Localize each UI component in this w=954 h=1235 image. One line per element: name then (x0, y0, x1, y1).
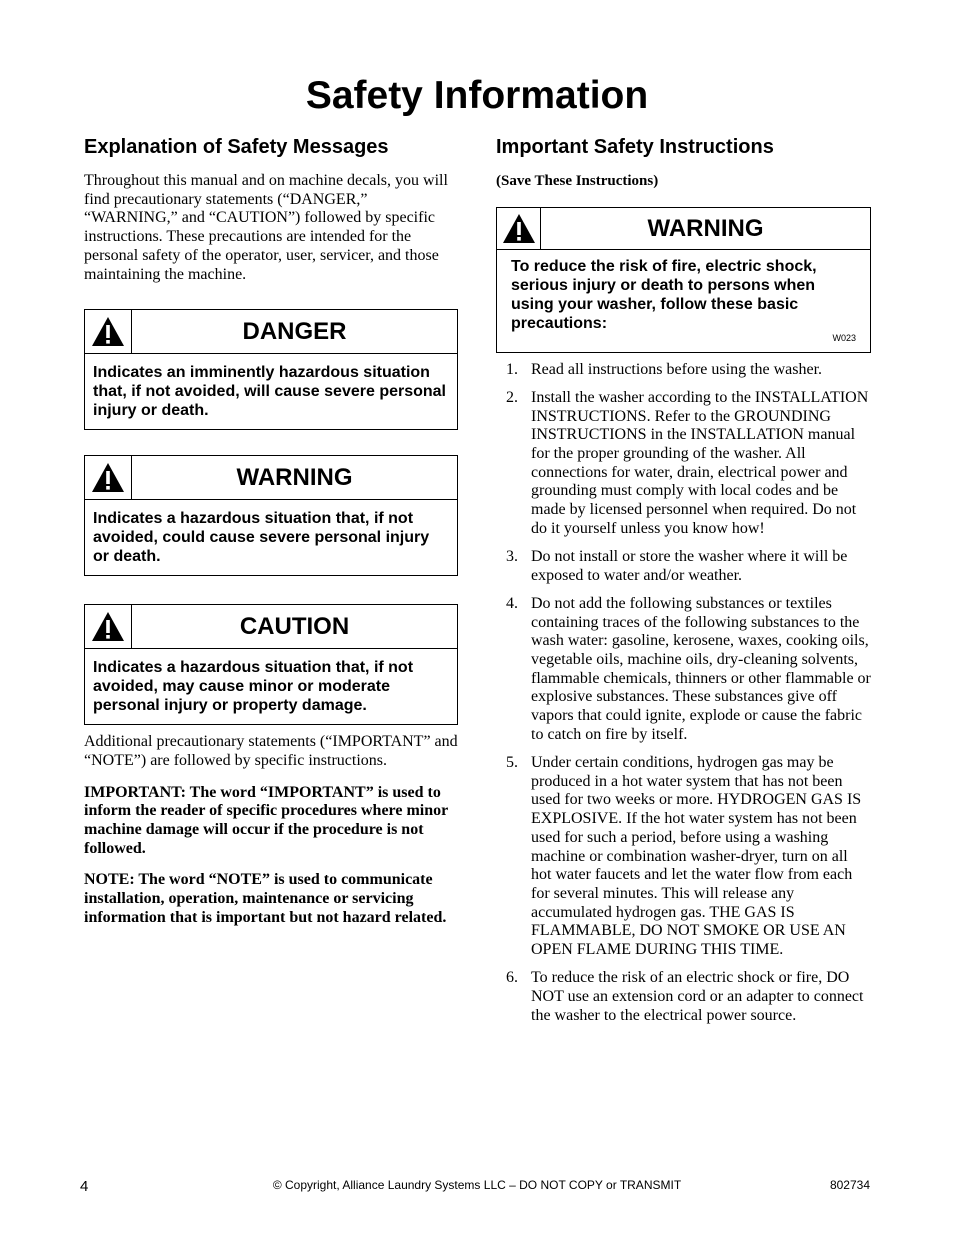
instructions-warning-body (497, 250, 870, 352)
warning-triangle-icon (85, 310, 132, 353)
warning-triangle-icon (85, 456, 132, 499)
save-instructions: (Save These Instructions) (496, 173, 659, 189)
page-title: Safety Information (305, 74, 649, 117)
caution-box-header (85, 605, 457, 649)
right-column (496, 134, 871, 1035)
additional-paragraph: Additional precautionary statements (“IMPORTANT” and “NOTE”) are followed by specific instructions. (84, 733, 458, 769)
warning-text: Indicates a hazardous situation that, if not avoided, could cause severe personal injury or death. (93, 510, 430, 566)
danger-title: DANGER (242, 318, 347, 346)
warning-triangle-icon (497, 208, 541, 249)
list-item: 5. Under certain conditions, hydrogen gas may be produced in a hot water system that has not been used for two weeks or more. HYDROGEN GAS IS EXPLOSIVE. If the hot water system has not been used for such a period, before using a washing machine or combination washer-dryer, turn on all hot water faucets and let the water flow from each for several minutes. This will release any accumulated hydrogen gas. THE GAS IS FLAMMABLE, DO NOT SMOKE OR USE AN OPEN FLAME DURING THIS TIME. (506, 754, 862, 959)
note-paragraph: NOTE: The word “NOTE” is used to communicate installation, operation, maintenance or servicing information that is important but not hazard related. (84, 871, 447, 926)
caution-box (84, 604, 458, 725)
danger-text: Indicates an imminently hazardous situation that, if not avoided, will cause severe personal injury or death. (93, 364, 446, 420)
list-item: 2. Install the washer according to the INSTALLATION INSTRUCTIONS. Refer to the GROUNDING INSTRUCTIONS in the INSTALLATION manual for the proper grounding of the washer. All connections for water, drain, electrical power and grounding must comply with local codes and be made by licensed personnel when required. Do not do it yourself unless you know how! (506, 388, 869, 537)
instructions-warning-header (497, 208, 870, 250)
safety-instructions-list (496, 361, 871, 1026)
instructions-warning-box (496, 207, 871, 353)
copyright-notice: © Copyright, Alliance Laundry Systems LLC – DO NOT COPY or TRANSMIT (272, 1178, 682, 1192)
left-column (84, 134, 458, 928)
list-item: 1. Read all instructions before using the washer. (506, 360, 823, 378)
explanation-heading: Explanation of Safety Messages (84, 136, 389, 158)
document-number: 802734 (829, 1178, 870, 1192)
caution-text: Indicates a hazardous situation that, if not avoided, may cause minor or moderate personal injury or property damage. (93, 659, 414, 715)
list-item: 3. Do not install or store the washer where it will be exposed to water and/or weather. (506, 548, 848, 584)
list-item: 6. To reduce the risk of an electric shock or fire, DO NOT use an extension cord or an adapter to connect the washer to the electrical power source. (506, 969, 864, 1024)
caution-title: CAUTION (239, 613, 350, 641)
danger-box-header (85, 310, 457, 354)
instructions-warning-text: To reduce the risk of fire, electric shock, serious injury or death to persons when using your washer, follow these basic precautions: (511, 257, 817, 332)
warning-box-header (85, 456, 457, 500)
warning-code: W023 (832, 332, 856, 343)
intro-paragraph: Throughout this manual and on machine decals, you will find precautionary statements (“DANGER,” “WARNING,” and “CAUTION”) followed by specific instructions. These precautions are intended for the personal safety of the operator, user, servicer, and those maintaining the machine. (84, 172, 448, 283)
important-paragraph: IMPORTANT: The word “IMPORTANT” is used to inform the reader of specific procedures where minor machine damage will occur if the procedure is not followed. (84, 783, 448, 857)
instructions-heading: Important Safety Instructions (496, 136, 774, 158)
page-number: 4 (80, 1178, 89, 1195)
list-item: 4. Do not add the following substances or textiles containing traces of the following substances to the wash water: gasoline, kerosene, waxes, cooking oils, vegetable oils, machine oils, dry-cleaning solvents, flammable chemicals, thinners or other flammable or explosive substances. These substances give off vapors that could ignite, explode or cause the fabric to catch on fire by itself. (506, 594, 871, 743)
danger-box (84, 309, 458, 430)
instructions-warning-title: WARNING (647, 214, 764, 242)
warning-triangle-icon (85, 605, 132, 648)
warning-box (84, 455, 458, 576)
warning-title: WARNING (236, 464, 353, 492)
